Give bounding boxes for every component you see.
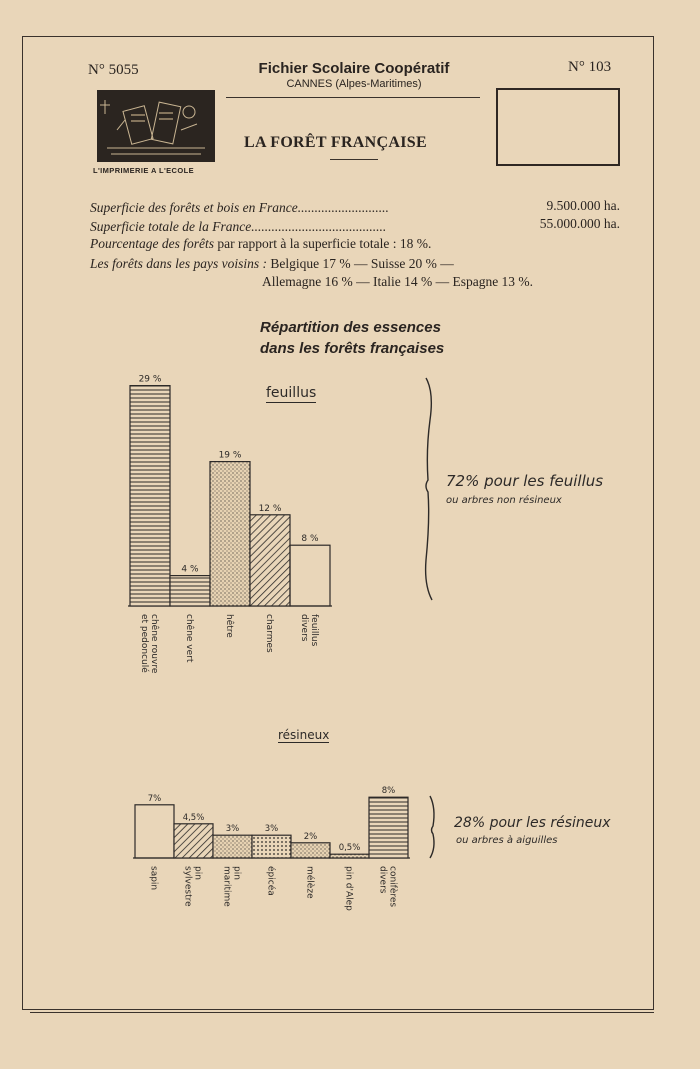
chart-0-bar-1 <box>170 576 210 606</box>
chart-1-category-label-3: épicéa <box>265 866 276 896</box>
chart-0-bar-3 <box>250 515 290 606</box>
chart-1-value-label-6: 8% <box>381 786 396 797</box>
chart-0-value-label-2: 19 % <box>218 450 242 461</box>
chart-1-bar-3 <box>252 835 291 858</box>
feuillus-brace <box>426 378 432 600</box>
organization-city: CANNES (Alpes-Maritimes) <box>286 78 422 90</box>
chart-1-category-label-1: pinsylvestre <box>182 866 203 907</box>
chart-1-value-label-3: 3% <box>264 824 279 835</box>
organization-name: Fichier Scolaire Coopératif <box>258 60 450 77</box>
chart-0-category-label-1: chêne vert <box>184 614 194 663</box>
chart-1-value-label-0: 7% <box>147 793 162 804</box>
chart-1-category-label-2: pinmaritime <box>221 866 242 907</box>
chart-0-bar-4 <box>290 545 330 606</box>
forest-area-label: Superficie des forêts et bois en France........................... <box>90 200 389 215</box>
chart-1-bar-4 <box>291 843 330 858</box>
forest-percentage-line: Pourcentage des forêts par rapport à la superficie totale : 18 %. <box>90 236 432 251</box>
neighbour-countries-line-2: Allemagne 16 % — Italie 14 % — Espagne 13 %. <box>262 274 534 289</box>
chart-1-value-label-2: 3% <box>225 824 240 835</box>
total-area-value: 55.000.000 ha. <box>539 216 620 231</box>
chart-1-value-label-5: 0,5% <box>338 843 361 854</box>
chart-0-category-label-4: feuillusdivers <box>299 614 319 647</box>
feuillus-section-title: feuillus <box>266 385 317 401</box>
chart-1-bar-2 <box>213 835 252 858</box>
resineux-total-annotation: 28% pour les résineux <box>454 815 611 831</box>
page-title: LA FORÊT FRANÇAISE <box>244 134 427 151</box>
chart-0-bar-2 <box>210 462 250 606</box>
logo-caption: L'IMPRIMERIE A L'ECOLE <box>93 166 194 175</box>
chart-0-bar-0 <box>130 386 170 606</box>
total-area-label: Superficie totale de la France........................................ <box>90 219 387 234</box>
chart-0-value-label-4: 8 % <box>301 534 319 545</box>
resineux-annotation-subtitle: ou arbres à aiguilles <box>456 835 558 846</box>
file-number-right: N° 103 <box>568 59 612 75</box>
chart-0-value-label-1: 4 % <box>181 564 199 575</box>
chart-1-bar-1 <box>174 824 213 858</box>
neighbour-countries-line: Les forêts dans les pays voisins : Belgique 17 % — Suisse 20 % — <box>90 256 454 271</box>
chart-1-category-label-0: sapin <box>148 866 159 891</box>
chart-title-line-1: Répartition des essences <box>260 319 441 336</box>
chart-0-category-label-0: chêne rouvreet pedonculé <box>139 614 159 674</box>
chart-1-bar-5 <box>330 854 369 858</box>
feuillus-total-annotation: 72% pour les feuillus <box>446 472 604 490</box>
resineux-section-title: résineux <box>278 728 330 742</box>
chart-0-value-label-3: 12 % <box>258 503 282 514</box>
file-number-left: N° 5055 <box>88 62 139 78</box>
forest-area-value: 9.500.000 ha. <box>546 198 620 213</box>
chart-1-category-label-4: mélèze <box>304 866 315 899</box>
chart-1-value-label-4: 2% <box>303 831 318 842</box>
resineux-brace <box>430 796 434 858</box>
chart-1-category-label-6: conifèresdivers <box>377 866 398 908</box>
chart-0-category-label-2: hêtre <box>224 614 234 638</box>
chart-1-category-label-5: pin d'Alep <box>343 866 354 911</box>
feuillus-annotation-subtitle: ou arbres non résineux <box>446 495 562 506</box>
chart-1-bar-6 <box>369 797 408 858</box>
chart-1-value-label-1: 4,5% <box>182 812 205 823</box>
chart-0-category-label-3: charmes <box>264 614 274 653</box>
chart-title-line-2: dans les forêts françaises <box>260 340 445 357</box>
chart-1-bar-0 <box>135 805 174 858</box>
chart-0-value-label-0: 29 % <box>138 374 162 385</box>
